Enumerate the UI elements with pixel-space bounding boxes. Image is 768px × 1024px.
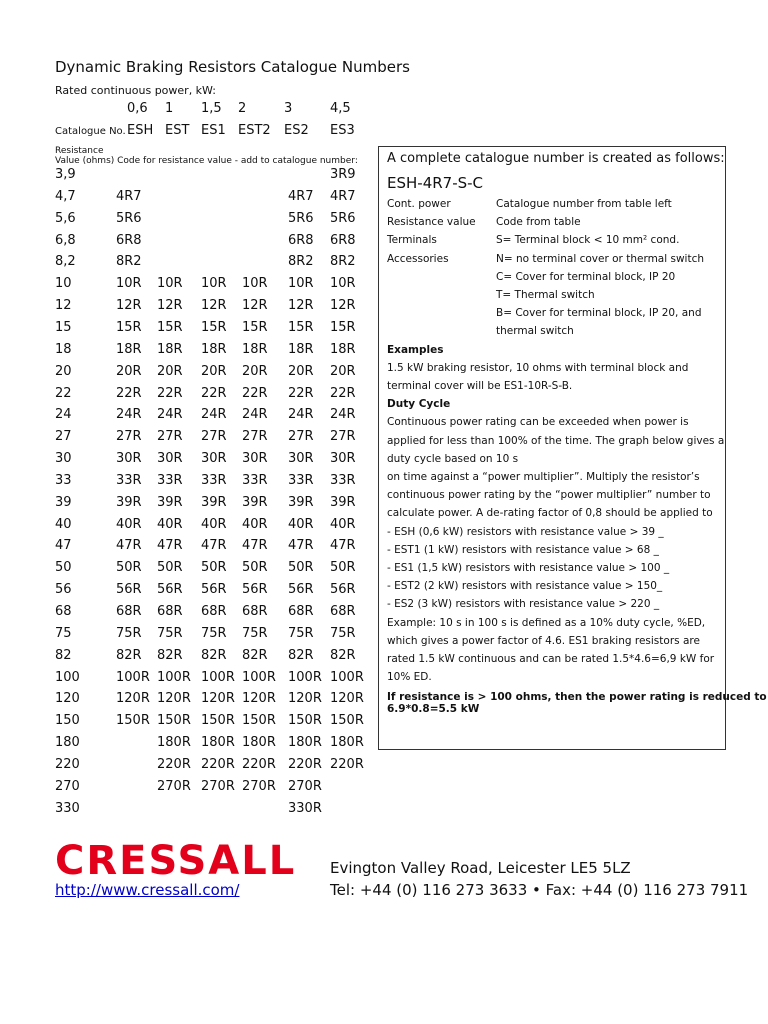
resistance-code-cell: 24R (242, 407, 268, 422)
resistance-code-cell: 270R (242, 779, 276, 794)
resistance-code-cell: 33R (157, 473, 183, 488)
duty-cycle-text: 10% ED. (387, 671, 432, 683)
resistance-code-cell: 10R (288, 276, 314, 291)
resistance-code-cell: 12R (201, 298, 227, 313)
resistance-value-cell: 6,8 (55, 233, 76, 248)
duty-cycle-text: calculate power. A de-rating factor of 0,8 should be applied to (387, 507, 713, 519)
resistance-code-cell: 75R (330, 626, 356, 641)
examples-text: terminal cover will be ES1-10R-S-B. (387, 380, 573, 392)
resistance-code-cell: 75R (157, 626, 183, 641)
field-value: T= Thermal switch (496, 289, 595, 301)
resistance-code-cell: 40R (330, 517, 356, 532)
power-value: 4,5 (330, 101, 351, 116)
resistance-code-cell: 12R (288, 298, 314, 313)
resistance-code-cell: 24R (288, 407, 314, 422)
resistance-value-cell: 330 (55, 801, 80, 816)
duty-cycle-text: continuous power rating by the “power multiplier” number to (387, 489, 711, 501)
resistance-code-cell: 40R (157, 517, 183, 532)
cressall-logo: CRESSALL (55, 838, 297, 884)
field-key: Terminals (387, 234, 437, 246)
resistance-code-cell: 56R (330, 582, 356, 597)
resistance-code-cell: 30R (201, 451, 227, 466)
duty-cycle-text: on time against a “power multiplier”. Multiply the resistor’s (387, 471, 700, 483)
resistance-code-cell: 47R (242, 538, 268, 553)
resistance-code-cell: 22R (288, 386, 314, 401)
resistance-value-cell: 180 (55, 735, 80, 750)
resistance-value-cell: 75 (55, 626, 72, 641)
resistance-code-cell: 24R (116, 407, 142, 422)
resistance-code-cell: 39R (116, 495, 142, 510)
field-value: Code from table (496, 216, 581, 228)
resistance-code-cell: 220R (288, 757, 322, 772)
contact-phone-fax: Tel: +44 (0) 116 273 3633 • Fax: +44 (0) 116 273 7911 (330, 881, 749, 899)
resistance-value-cell: 22 (55, 386, 72, 401)
resistance-code-cell: 50R (330, 560, 356, 575)
resistance-code-cell: 12R (116, 298, 142, 313)
resistance-code-cell: 68R (116, 604, 142, 619)
resistance-value-cell: 20 (55, 364, 72, 379)
resistance-code-cell: 18R (201, 342, 227, 357)
field-value: thermal switch (496, 325, 574, 337)
field-value: N= no terminal cover or thermal switch (496, 253, 705, 265)
resistance-code-cell: 22R (330, 386, 356, 401)
power-value: 1 (165, 101, 174, 116)
resistance-code-cell: 27R (157, 429, 183, 444)
resistance-code-cell: 50R (201, 560, 227, 575)
examples-heading: Examples (387, 344, 444, 356)
catalogue-code: ESH (127, 123, 154, 138)
resistance-value-cell: 8,2 (55, 254, 76, 269)
resistance-code-cell: 20R (157, 364, 183, 379)
resistance-code-cell: 120R (201, 691, 235, 706)
resistance-code-cell: 75R (242, 626, 268, 641)
resistance-value-cell: 15 (55, 320, 72, 335)
resistance-code-cell: 68R (157, 604, 183, 619)
resistance-code-cell: 40R (288, 517, 314, 532)
resistance-code-cell: 120R (242, 691, 276, 706)
resistance-code-cell: 10R (330, 276, 356, 291)
resistance-value-cell: 18 (55, 342, 72, 357)
resistance-code-cell: 220R (330, 757, 364, 772)
duty-cycle-text: rated 1.5 kW continuous and can be rated 1.5*4.6=6,9 kW for (387, 653, 715, 665)
resistance-code-cell: 22R (201, 386, 227, 401)
field-value: Catalogue number from table left (496, 198, 672, 210)
resistance-code-cell: 5R6 (116, 211, 142, 226)
power-value: 1,5 (201, 101, 222, 116)
resistance-code-cell: 15R (288, 320, 314, 335)
resistance-code-cell: 180R (288, 735, 322, 750)
resistance-code-cell: 39R (157, 495, 183, 510)
resistance-code-cell: 4R7 (288, 189, 314, 204)
resistance-code-cell: 8R2 (116, 254, 142, 269)
resistance-code-cell: 68R (330, 604, 356, 619)
duty-cycle-text: - ES2 (3 kW) resistors with resistance value > 220 _ (387, 598, 660, 610)
resistance-code-cell: 39R (288, 495, 314, 510)
resistance-code-cell: 33R (116, 473, 142, 488)
resistance-code-cell: 50R (116, 560, 142, 575)
resistance-code-cell: 150R (242, 713, 276, 728)
resistance-value-cell: 3,9 (55, 167, 76, 182)
resistance-code-cell: 75R (288, 626, 314, 641)
power-note: If resistance is > 100 ohms, then the power rating is reduced to (387, 691, 767, 703)
resistance-code-cell: 8R2 (288, 254, 314, 269)
resistance-code-cell: 27R (116, 429, 142, 444)
catalogue-code: EST (165, 123, 190, 138)
resistance-code-cell: 8R2 (330, 254, 356, 269)
rated-power-label: Rated continuous power, kW: (55, 84, 216, 97)
resistance-value-cell: 10 (55, 276, 72, 291)
field-key: Cont. power (387, 198, 451, 210)
resistance-code-cell: 47R (157, 538, 183, 553)
resistance-code-cell: 15R (157, 320, 183, 335)
resistance-value-cell: 5,6 (55, 211, 76, 226)
resistance-code-cell: 15R (201, 320, 227, 335)
resistance-code-cell: 5R6 (330, 211, 356, 226)
resistance-code-cell: 68R (288, 604, 314, 619)
resistance-code-cell: 33R (201, 473, 227, 488)
resistance-code-cell: 30R (242, 451, 268, 466)
resistance-code-cell: 47R (288, 538, 314, 553)
resistance-code-cell: 33R (288, 473, 314, 488)
resistance-code-cell: 33R (330, 473, 356, 488)
resistance-code-cell: 27R (242, 429, 268, 444)
resistance-code-cell: 6R8 (116, 233, 142, 248)
resistance-value-cell: 40 (55, 517, 72, 532)
resistance-code-cell: 120R (116, 691, 150, 706)
resistance-code-cell: 180R (157, 735, 191, 750)
power-note: 6.9*0.8=5.5 kW (387, 703, 480, 715)
resistance-code-cell: 18R (330, 342, 356, 357)
resistance-code-cell: 6R8 (288, 233, 314, 248)
duty-cycle-text: applied for less than 100% of the time. The graph below gives a (387, 435, 725, 447)
resistance-code-cell: 220R (242, 757, 276, 772)
resistance-code-cell: 56R (201, 582, 227, 597)
resistance-code-cell: 82R (201, 648, 227, 663)
resistance-code-cell: 18R (242, 342, 268, 357)
resistance-value-cell: 68 (55, 604, 72, 619)
duty-cycle-heading: Duty Cycle (387, 398, 451, 410)
resistance-code-cell: 12R (242, 298, 268, 313)
resistance-code-cell: 40R (242, 517, 268, 532)
resistance-code-cell: 39R (201, 495, 227, 510)
resistance-code-cell: 150R (330, 713, 364, 728)
duty-cycle-text: which gives a power factor of 4.6. ES1 braking resistors are (387, 635, 700, 647)
resistance-code-cell: 82R (330, 648, 356, 663)
resistance-code-cell: 27R (288, 429, 314, 444)
resistance-code-cell: 100R (201, 670, 235, 685)
duty-cycle-text: - EST1 (1 kW) resistors with resistance value > 68 _ (387, 544, 659, 556)
resistance-code-cell: 82R (288, 648, 314, 663)
resistance-code-cell: 20R (330, 364, 356, 379)
resistance-code-label: Value (ohms) Code for resistance value - add to catalogue number: (55, 156, 358, 166)
resistance-code-cell: 27R (201, 429, 227, 444)
resistance-value-cell: 50 (55, 560, 72, 575)
resistance-code-cell: 82R (116, 648, 142, 663)
resistance-code-cell: 10R (242, 276, 268, 291)
resistance-code-cell: 24R (201, 407, 227, 422)
resistance-value-cell: 47 (55, 538, 72, 553)
examples-text: 1.5 kW braking resistor, 10 ohms with terminal block and (387, 362, 689, 374)
resistance-value-cell: 100 (55, 670, 80, 685)
resistance-value-cell: 120 (55, 691, 80, 706)
resistance-code-cell: 100R (288, 670, 322, 685)
resistance-value-cell: 220 (55, 757, 80, 772)
resistance-code-cell: 27R (330, 429, 356, 444)
resistance-code-cell: 12R (157, 298, 183, 313)
resistance-value-cell: 56 (55, 582, 72, 597)
power-value: 0,6 (127, 101, 148, 116)
resistance-code-cell: 56R (242, 582, 268, 597)
resistance-code-cell: 39R (242, 495, 268, 510)
box-heading: A complete catalogue number is created as follows: (387, 151, 725, 166)
resistance-label: Resistance (55, 146, 104, 156)
resistance-code-cell: 100R (242, 670, 276, 685)
resistance-value-cell: 33 (55, 473, 72, 488)
resistance-code-cell: 82R (157, 648, 183, 663)
resistance-value-cell: 12 (55, 298, 72, 313)
resistance-code-cell: 180R (242, 735, 276, 750)
company-address: Evington Valley Road, Leicester LE5 5LZ (330, 859, 631, 877)
resistance-code-cell: 3R9 (330, 167, 356, 182)
catalogue-code: ES1 (201, 123, 226, 138)
resistance-code-cell: 20R (116, 364, 142, 379)
resistance-code-cell: 5R6 (288, 211, 314, 226)
resistance-code-cell: 68R (201, 604, 227, 619)
resistance-code-cell: 180R (201, 735, 235, 750)
catalogue-no-label: Catalogue No. (55, 126, 126, 137)
resistance-code-cell: 150R (157, 713, 191, 728)
resistance-value-cell: 24 (55, 407, 72, 422)
resistance-code-cell: 4R7 (116, 189, 142, 204)
resistance-code-cell: 24R (157, 407, 183, 422)
resistance-code-cell: 50R (242, 560, 268, 575)
resistance-code-cell: 20R (242, 364, 268, 379)
resistance-code-cell: 39R (330, 495, 356, 510)
resistance-code-cell: 40R (201, 517, 227, 532)
resistance-code-cell: 150R (288, 713, 322, 728)
duty-cycle-text: duty cycle based on 10 s (387, 453, 519, 465)
resistance-code-cell: 56R (116, 582, 142, 597)
resistance-value-cell: 150 (55, 713, 80, 728)
catalogue-code: ES3 (330, 123, 355, 138)
resistance-code-cell: 40R (116, 517, 142, 532)
resistance-code-cell: 30R (330, 451, 356, 466)
field-key: Resistance value (387, 216, 476, 228)
resistance-code-cell: 20R (201, 364, 227, 379)
resistance-code-cell: 220R (157, 757, 191, 772)
resistance-code-cell: 47R (330, 538, 356, 553)
duty-cycle-text: - ES1 (1,5 kW) resistors with resistance value > 100 _ (387, 562, 670, 574)
resistance-code-cell: 150R (116, 713, 150, 728)
resistance-code-cell: 15R (330, 320, 356, 335)
resistance-code-cell: 75R (201, 626, 227, 641)
resistance-code-cell: 270R (201, 779, 235, 794)
resistance-code-cell: 24R (330, 407, 356, 422)
resistance-code-cell: 75R (116, 626, 142, 641)
resistance-code-cell: 22R (242, 386, 268, 401)
resistance-code-cell: 30R (288, 451, 314, 466)
duty-cycle-text: Example: 10 s in 100 s is defined as a 10% duty cycle, %ED, (387, 617, 706, 629)
resistance-value-cell: 270 (55, 779, 80, 794)
resistance-code-cell: 30R (157, 451, 183, 466)
resistance-code-cell: 100R (116, 670, 150, 685)
field-key: Accessories (387, 253, 449, 265)
resistance-code-cell: 15R (242, 320, 268, 335)
duty-cycle-text: Continuous power rating can be exceeded when power is (387, 416, 689, 428)
resistance-value-cell: 82 (55, 648, 72, 663)
catalogue-code: ES2 (284, 123, 309, 138)
resistance-code-cell: 100R (330, 670, 364, 685)
resistance-code-cell: 120R (288, 691, 322, 706)
resistance-code-cell: 270R (288, 779, 322, 794)
duty-cycle-text: - ESH (0,6 kW) resistors with resistance value > 39 _ (387, 526, 664, 538)
power-value: 3 (284, 101, 293, 116)
resistance-value-cell: 30 (55, 451, 72, 466)
resistance-code-cell: 50R (288, 560, 314, 575)
resistance-code-cell: 22R (157, 386, 183, 401)
resistance-code-cell: 47R (201, 538, 227, 553)
resistance-code-cell: 10R (157, 276, 183, 291)
duty-cycle-text: - EST2 (2 kW) resistors with resistance value > 150_ (387, 580, 663, 592)
resistance-code-cell: 330R (288, 801, 322, 816)
resistance-code-cell: 18R (288, 342, 314, 357)
resistance-code-cell: 56R (288, 582, 314, 597)
catalogue-code: EST2 (238, 123, 271, 138)
resistance-code-cell: 56R (157, 582, 183, 597)
resistance-code-cell: 82R (242, 648, 268, 663)
resistance-code-cell: 120R (330, 691, 364, 706)
resistance-value-cell: 4,7 (55, 189, 76, 204)
resistance-code-cell: 120R (157, 691, 191, 706)
resistance-code-cell: 100R (157, 670, 191, 685)
resistance-code-cell: 150R (201, 713, 235, 728)
resistance-code-cell: 6R8 (330, 233, 356, 248)
field-value: C= Cover for terminal block, IP 20 (496, 271, 676, 283)
field-value: S= Terminal block < 10 mm² cond. (496, 234, 680, 246)
resistance-code-cell: 18R (116, 342, 142, 357)
power-value: 2 (238, 101, 247, 116)
resistance-code-cell: 180R (330, 735, 364, 750)
resistance-code-cell: 22R (116, 386, 142, 401)
website-link[interactable]: http://www.cressall.com/ (55, 881, 240, 899)
resistance-code-cell: 4R7 (330, 189, 356, 204)
resistance-code-cell: 10R (201, 276, 227, 291)
resistance-code-cell: 220R (201, 757, 235, 772)
resistance-code-cell: 47R (116, 538, 142, 553)
resistance-code-cell: 12R (330, 298, 356, 313)
resistance-code-cell: 18R (157, 342, 183, 357)
resistance-code-cell: 33R (242, 473, 268, 488)
resistance-code-cell: 15R (116, 320, 142, 335)
resistance-code-cell: 270R (157, 779, 191, 794)
resistance-code-cell: 20R (288, 364, 314, 379)
resistance-code-cell: 50R (157, 560, 183, 575)
resistance-code-cell: 30R (116, 451, 142, 466)
resistance-code-cell: 68R (242, 604, 268, 619)
resistance-code-cell: 10R (116, 276, 142, 291)
page-title: Dynamic Braking Resistors Catalogue Numbers (55, 58, 410, 76)
field-value: B= Cover for terminal block, IP 20, and (496, 307, 702, 319)
resistance-value-cell: 27 (55, 429, 72, 444)
example-catalogue-code: ESH-4R7-S-C (387, 174, 484, 192)
resistance-value-cell: 39 (55, 495, 72, 510)
